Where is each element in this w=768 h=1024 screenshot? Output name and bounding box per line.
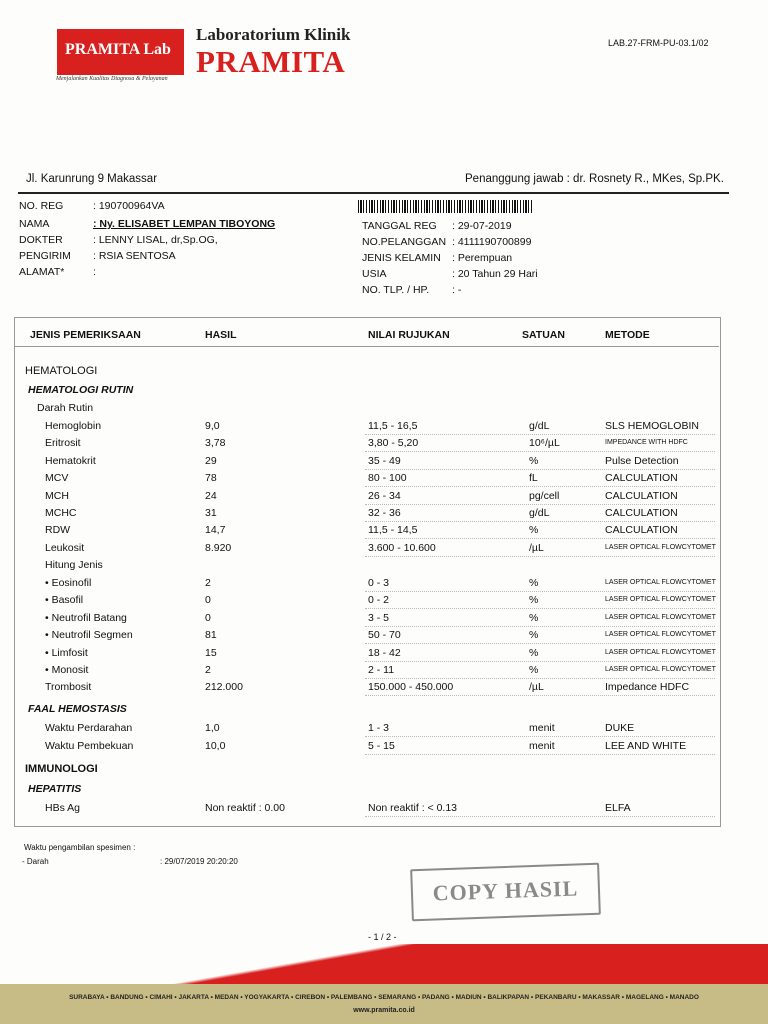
test-result: 9,0 — [205, 420, 220, 432]
label-jenis-kelamin: JENIS KELAMIN — [362, 252, 441, 264]
method: DUKE — [605, 722, 635, 734]
header-divider — [18, 192, 729, 194]
table-row — [0, 720, 768, 737]
unit: % — [529, 646, 539, 659]
method: LASER OPTICAL FLOWCYTOMET — [605, 596, 716, 604]
test-name: Eritrosit — [45, 437, 81, 450]
test-result: 15 — [205, 646, 217, 659]
test-name: • Limfosit — [45, 646, 88, 659]
table-row — [0, 540, 768, 557]
group-darah-rutin: Darah Rutin — [37, 402, 94, 414]
table-row — [0, 610, 768, 627]
value-nama: : Ny. ELISABET LEMPAN TIBOYONG — [93, 218, 276, 230]
copy-stamp-text: COPY HASIL — [432, 875, 579, 906]
test-name: Hematokrit — [45, 454, 96, 467]
method: LASER OPTICAL FLOWCYTOMET — [605, 648, 716, 656]
reference-range: 80 - 100 — [368, 472, 407, 485]
section-immunologi: IMMUNOLOGI — [25, 763, 98, 775]
row-divider — [365, 736, 715, 737]
table-row — [0, 470, 768, 487]
test-result: 0 — [205, 611, 211, 624]
test-name: Hemoglobin — [45, 420, 102, 432]
lab-address: Jl. Karunrung 9 Makassar — [26, 173, 158, 185]
test-result: Non reaktif : 0.00 — [205, 802, 285, 814]
footer-band — [0, 984, 768, 1024]
test-name: MCHC — [45, 507, 77, 519]
logo — [57, 29, 184, 75]
unit: % — [529, 664, 539, 676]
method: LASER OPTICAL FLOWCYTOMET — [605, 579, 716, 586]
unit: % — [529, 577, 539, 589]
method: SLS HEMOGLOBIN — [605, 420, 699, 432]
test-name: Waktu Pembekuan — [45, 740, 134, 752]
reference-range: 150.000 - 450.000 — [368, 681, 454, 694]
sample-type: - Darah — [22, 857, 49, 866]
value-dokter: : LENNY LISAL, dr,Sp.OG, — [93, 234, 218, 246]
reference-range: 2 - 11 — [368, 664, 395, 676]
sampling-label: Waktu pengambilan spesimen : — [24, 843, 136, 852]
row-divider — [365, 556, 715, 557]
method: LASER OPTICAL FLOWCYTOMET — [605, 666, 716, 673]
label-usia: USIA — [362, 268, 387, 280]
test-name: Leukosit — [45, 541, 85, 554]
lab-title: Laboratorium Klinik — [196, 25, 351, 44]
table-row — [0, 738, 768, 755]
table-row — [0, 488, 768, 505]
test-result: 1,0 — [205, 722, 220, 734]
label-nama: NAMA — [19, 218, 50, 230]
value-alamat: : — [93, 266, 96, 278]
row-divider — [365, 816, 715, 817]
col-header-unit: SATUAN — [522, 329, 565, 341]
label-tanggal-reg: TANGGAL REG — [362, 220, 437, 232]
value-no-reg: : 190700964VA — [93, 200, 165, 212]
copy-stamp — [410, 863, 601, 922]
table-header-divider — [14, 346, 719, 347]
test-result: 2 — [205, 577, 211, 589]
unit: g/dL — [529, 507, 550, 519]
value-pengirim: : RSIA SENTOSA — [93, 250, 176, 262]
group-hitung-jenis: Hitung Jenis — [45, 559, 103, 571]
form-code: LAB.27-FRM-PU-03.1/02 — [608, 38, 709, 48]
value-no-tlp: : - — [452, 284, 462, 296]
sample-time: : 29/07/2019 20:20:20 — [160, 857, 238, 866]
test-result: 2 — [205, 664, 211, 676]
patient-info — [0, 200, 768, 300]
unit: menit — [529, 740, 555, 752]
test-name: • Neutrofil Batang — [45, 611, 127, 624]
test-result: 81 — [205, 629, 217, 642]
table-row — [0, 645, 768, 662]
label-dokter: DOKTER — [19, 234, 63, 246]
method: Impedance HDFC — [605, 681, 690, 694]
method: Pulse Detection — [605, 454, 679, 467]
test-name: Trombosit — [45, 681, 92, 694]
test-result: 212.000 — [205, 681, 243, 694]
reference-range: 26 - 34 — [368, 489, 401, 502]
reference-range: 18 - 42 — [368, 646, 401, 659]
col-header-test: JENIS PEMERIKSAAN — [30, 329, 141, 341]
unit: fL — [529, 472, 538, 485]
reference-range: 3 - 5 — [368, 611, 390, 624]
test-name: RDW — [45, 524, 71, 537]
test-result: 29 — [205, 454, 217, 467]
method: CALCULATION — [605, 507, 678, 519]
footer-website: www.pramita.co.id — [353, 1007, 415, 1014]
method: LASER OPTICAL FLOWCYTOMET — [605, 613, 716, 621]
section-hematologi: HEMATOLOGI — [25, 365, 98, 377]
logo-tagline: Menjalankan Kualitas Diagnosa & Pelayanan — [56, 76, 168, 82]
method: CALCULATION — [605, 524, 678, 537]
test-result: 24 — [205, 489, 217, 502]
table-row — [0, 453, 768, 470]
section-faal-hemostasis: FAAL HEMOSTASIS — [28, 703, 127, 715]
table-row — [0, 662, 768, 679]
table-row — [0, 435, 768, 452]
label-no-pelanggan: NO.PELANGGAN — [362, 236, 447, 248]
table-row — [0, 575, 768, 592]
test-name: • Basofil — [45, 594, 84, 607]
reference-range: 3.600 - 10.600 — [368, 541, 436, 554]
col-header-reference: NILAI RUJUKAN — [368, 329, 450, 341]
section-hematologi-rutin: HEMATOLOGI RUTIN — [28, 384, 134, 396]
col-header-result: HASIL — [205, 329, 237, 341]
unit: % — [529, 629, 539, 642]
footer-red-swoosh — [0, 944, 768, 984]
test-result: 10,0 — [205, 740, 226, 752]
test-result: 14,7 — [205, 524, 226, 537]
reference-range: Non reaktif : < 0.13 — [368, 802, 458, 814]
method: LEE AND WHITE — [605, 740, 687, 752]
method: CALCULATION — [605, 472, 678, 485]
table-row — [0, 522, 768, 539]
test-name: • Monosit — [45, 664, 89, 676]
value-no-pelanggan: : 4111190700899 — [452, 236, 532, 248]
reference-range: 1 - 3 — [368, 722, 390, 734]
value-tanggal-reg: : 29-07-2019 — [452, 220, 512, 232]
footer-cities: SURABAYA • BANDUNG • CIMAHI • JAKARTA • MEDAN • YOGYAKARTA • CIREBON • PALEMBANG • SEMARANG • PADANG • MADIUN • BALIKPAPAN • PEKANBARU • MAKASSAR • MAGELANG • MANADO — [69, 994, 699, 1001]
label-no-tlp: NO. TLP. / HP. — [362, 284, 430, 296]
unit: /µL — [529, 681, 544, 694]
reference-range: 11,5 - 16,5 — [368, 420, 418, 432]
unit: /µL — [529, 541, 544, 554]
method: LASER OPTICAL FLOWCYTOMET — [605, 631, 716, 639]
test-result: 31 — [205, 507, 217, 519]
logo-text: PRAMITA Lab — [65, 41, 171, 58]
unit: % — [529, 454, 539, 467]
section-hepatitis: HEPATITIS — [28, 783, 82, 795]
method: ELFA — [605, 802, 631, 814]
label-no-reg: NO. REG — [19, 200, 64, 212]
reference-range: 0 - 2 — [368, 594, 390, 607]
unit: % — [529, 594, 539, 607]
test-name: • Neutrofil Segmen — [45, 629, 133, 642]
value-usia: : 20 Tahun 29 Hari — [452, 268, 538, 280]
unit: 10⁶/µL — [529, 437, 560, 450]
test-name: • Eosinofil — [45, 577, 92, 589]
table-row — [0, 592, 768, 609]
responsible-doctor: Penanggung jawab : dr. Rosnety R., MKes, Sp.PK. — [465, 173, 724, 185]
test-name: MCV — [45, 472, 69, 485]
row-divider — [365, 695, 715, 696]
reference-range: 0 - 3 — [368, 577, 390, 589]
col-header-method: METODE — [605, 329, 650, 341]
reference-range: 32 - 36 — [368, 507, 401, 519]
reference-range: 3,80 - 5,20 — [368, 437, 419, 450]
reference-range: 50 - 70 — [368, 629, 401, 642]
test-name: Waktu Perdarahan — [45, 722, 133, 734]
reference-range: 11,5 - 14,5 — [368, 524, 418, 537]
method: LASER OPTICAL FLOWCYTOMET — [605, 543, 716, 551]
row-divider — [365, 754, 715, 755]
label-alamat: ALAMAT* — [19, 266, 65, 278]
reference-range: 5 - 15 — [368, 740, 395, 752]
test-name: MCH — [45, 489, 69, 502]
test-result: 78 — [205, 472, 217, 485]
unit: pg/cell — [529, 489, 560, 502]
test-result: 8.920 — [205, 541, 232, 554]
reference-range: 35 - 49 — [368, 454, 401, 467]
value-jenis-kelamin: : Perempuan — [452, 252, 513, 264]
page-number: - 1 / 2 - — [368, 932, 397, 942]
unit: % — [529, 611, 539, 624]
test-result: 3,78 — [205, 437, 226, 450]
test-name: HBs Ag — [45, 802, 81, 814]
table-row — [0, 505, 768, 522]
method: IMPEDANCE WITH HDFC — [605, 439, 688, 447]
unit: g/dL — [529, 420, 550, 432]
test-result: 0 — [205, 594, 211, 607]
unit: menit — [529, 722, 555, 734]
label-pengirim: PENGIRIM — [19, 250, 71, 262]
table-row — [0, 418, 768, 435]
lab-name: PRAMITA — [196, 44, 346, 79]
unit: % — [529, 524, 539, 537]
table-row — [0, 800, 768, 817]
table-row — [0, 627, 768, 644]
method: CALCULATION — [605, 489, 678, 502]
table-row — [0, 679, 768, 696]
